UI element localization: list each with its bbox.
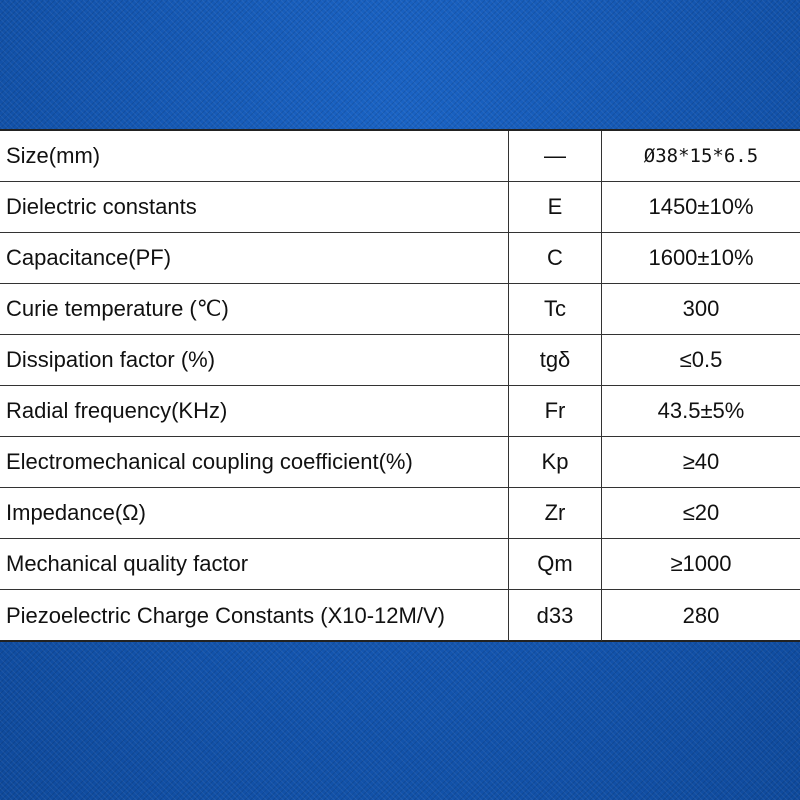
param-value: ≥1000 [670,551,732,576]
param-symbol: C [509,233,602,283]
param-value: Ø38*15*6.5 [643,145,759,167]
param-value: ≤20 [682,500,720,525]
param-symbol: Fr [509,386,602,436]
param-symbol: Tc [509,284,602,334]
spec-table [0,129,800,642]
param-name: Size(mm) [0,131,509,181]
param-value: 1600±10% [648,245,754,270]
table-row [0,437,800,488]
param-name: Piezoelectric Charge Constants (X10-12M/V) [0,590,509,641]
param-value: 300 [682,296,720,321]
table-row [0,590,800,641]
table-row [0,131,800,182]
param-value: ≤0.5 [679,347,723,372]
table-row [0,386,800,437]
param-symbol: E [509,182,602,232]
param-name: Capacitance(PF) [0,233,509,283]
param-symbol: tgδ [509,335,602,385]
param-symbol: Kp [509,437,602,487]
param-symbol: Qm [509,539,602,589]
param-name: Dielectric constants [0,182,509,232]
param-symbol: — [509,131,602,181]
table-row [0,233,800,284]
param-symbol: Zr [509,488,602,538]
table-row [0,182,800,233]
param-name: Radial frequency(KHz) [0,386,509,436]
param-value: 280 [682,602,720,628]
table-row [0,539,800,590]
param-value: ≥40 [682,449,720,474]
table-row [0,335,800,386]
param-name: Impedance(Ω) [0,488,509,538]
param-value: 1450±10% [648,194,754,219]
param-name: Dissipation factor (%) [0,335,509,385]
param-name: Curie temperature (℃) [0,284,509,334]
param-name: Mechanical quality factor [0,539,509,589]
table-row [0,284,800,335]
param-symbol: d33 [509,590,602,641]
param-name: Electromechanical coupling coefficient(%) [0,437,509,487]
table-row [0,488,800,539]
param-value: 43.5±5% [657,398,745,423]
